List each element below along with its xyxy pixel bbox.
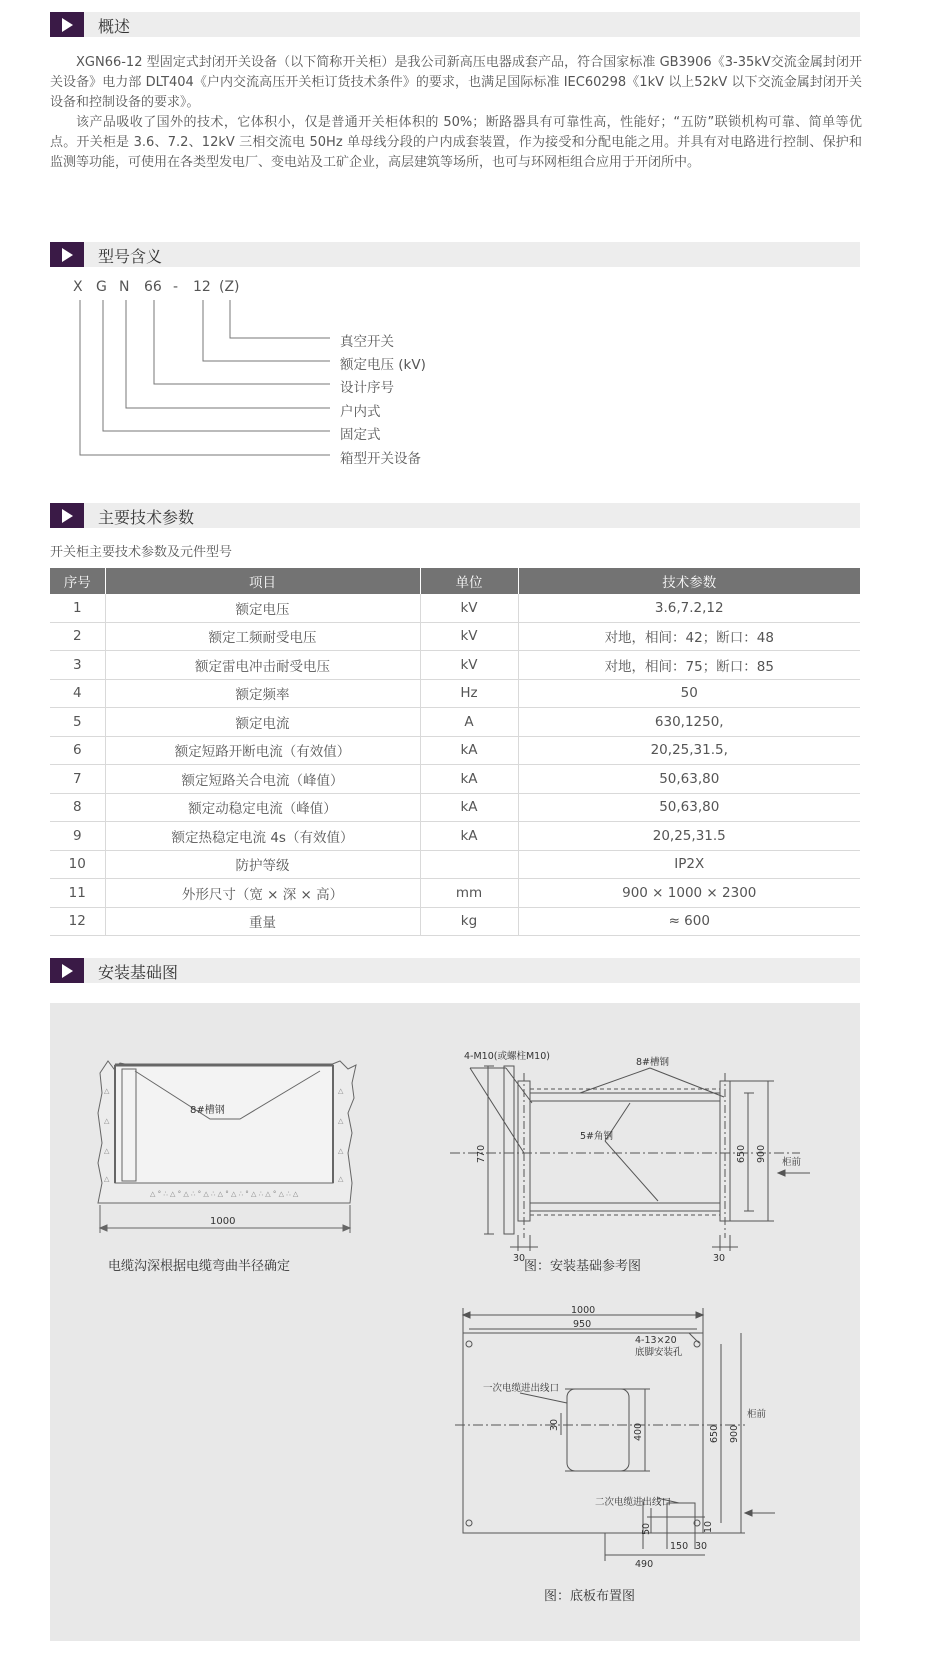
base-plate-drawing [445, 1303, 845, 1568]
overview-paragraph-1: XGN66-12 型固定式封闭开关设备（以下简称开关柜）是我公司新高压电器成套产品，符合国家标准 GB3906《3-35kV交流金属封闭开关设备》电力部 DLT404《户内交流高压开关柜订货技术条件》的要求，也满足国际标准 IEC60298《1kV 以上52kV 以下交流金属封闭开关设备和控制设备的要求》。 [50, 55, 862, 110]
holes-label: 4-13×20 [635, 1335, 677, 1346]
parameters-table [50, 568, 860, 936]
svg-text:△: △ [338, 1175, 344, 1183]
value-cell: 50 [518, 679, 860, 708]
row-number-cell: 12 [50, 907, 105, 936]
item-cell: 额定雷电冲击耐受电压 [105, 651, 420, 680]
row-number-cell: 8 [50, 793, 105, 822]
unit-cell: Hz [420, 679, 518, 708]
model-code-leader-lines [0, 0, 925, 480]
drawing-caption-baseplate: 图：底板布置图 [544, 1589, 636, 1604]
model-letter: 12 [193, 279, 211, 295]
value-cell: 对地，相间：42；断口：48 [518, 622, 860, 651]
svg-text:△: △ [104, 1147, 110, 1155]
unit-cell: A [420, 708, 518, 737]
table-row [50, 708, 860, 737]
column-header: 单位 [420, 568, 518, 594]
item-cell: 额定工频耐受电压 [105, 622, 420, 651]
svg-text:△: △ [338, 1087, 344, 1095]
dim-400: 400 [633, 1422, 644, 1441]
drawings-panel [50, 1003, 860, 1641]
svg-text:△ ° ∴ △ ° △ ∴ ° △ ∴ △ ° △ ∴ °: △ ° ∴ △ ° △ ∴ ° △ ∴ △ ° △ ∴ ° △ ∴ △ ° △ ∴ △ [150, 1190, 299, 1198]
play-arrow-icon [50, 503, 84, 528]
dim-650: 650 [709, 1424, 720, 1443]
unit-cell [420, 850, 518, 879]
section-title: 型号含义 [98, 247, 163, 266]
item-cell: 额定频率 [105, 679, 420, 708]
table-row [50, 736, 860, 765]
table-row [50, 850, 860, 879]
drawing-caption-foundation: 图：安装基础参考图 [524, 1259, 642, 1274]
cabinet-front-label: 柜前 [747, 1409, 767, 1420]
value-cell: 630,1250, [518, 708, 860, 737]
svg-text:△: △ [338, 1117, 344, 1125]
dim-30-right: 30 [713, 1253, 726, 1263]
table-row [50, 793, 860, 822]
column-header: 项目 [105, 568, 420, 594]
value-cell: 50,63,80 [518, 793, 860, 822]
column-header: 序号 [50, 568, 105, 594]
model-label: 箱型开关设备 [340, 451, 421, 467]
dim-900: 900 [729, 1424, 740, 1443]
row-number-cell: 11 [50, 879, 105, 908]
row-number-cell: 10 [50, 850, 105, 879]
svg-text:△: △ [104, 1175, 110, 1183]
row-number-cell: 9 [50, 822, 105, 851]
cable-trench-drawing [90, 1053, 410, 1243]
holes-label-2: 底脚安装孔 [635, 1347, 683, 1358]
table-row [50, 879, 860, 908]
channel-steel-label: 8#槽钢 [190, 1105, 225, 1116]
model-letter: (Z) [219, 279, 240, 295]
channel-steel-label: 8#槽钢 [636, 1057, 670, 1068]
overview-paragraph-2: 该产品吸收了国外的技术，它体积小，仅是普通开关柜体积的 50%；断路器具有可靠性高，性能好；“五防”联锁机构可靠、简单等优点。开关柜是 3.6、7.2、12kV 三相交流电 50Hz 单母线分段的户内成套装置，作为接受和分配电能之用。并具有对电路进行控制、保护和监测等功能，可使用在各类型发电厂、变电站及工矿企业，高层建筑等场所，也可与环网柜组合应用于开闭所中。 [50, 115, 862, 170]
row-number-cell: 2 [50, 622, 105, 651]
row-number-cell: 1 [50, 594, 105, 622]
item-cell: 重量 [105, 907, 420, 936]
value-cell: 900 × 1000 × 2300 [518, 879, 860, 908]
value-cell: 对地，相间：75；断口：85 [518, 651, 860, 680]
row-number-cell: 6 [50, 736, 105, 765]
unit-cell: kV [420, 594, 518, 622]
value-cell: 20,25,31.5 [518, 822, 860, 851]
model-label: 固定式 [340, 427, 381, 443]
dim-490: 490 [635, 1559, 654, 1568]
table-row [50, 622, 860, 651]
dim-50: 50 [641, 1522, 652, 1535]
svg-text:△: △ [104, 1087, 110, 1095]
cabinet-front-label: 柜前 [782, 1157, 802, 1168]
dim-30-bottom: 30 [695, 1541, 708, 1552]
foundation-reference-drawing [430, 1023, 850, 1263]
value-cell: 3.6,7.2,12 [518, 594, 860, 622]
model-label: 户内式 [340, 404, 381, 420]
unit-cell: kA [420, 765, 518, 794]
dim-150: 150 [670, 1541, 689, 1552]
table-row [50, 765, 860, 794]
play-arrow-icon [50, 958, 84, 983]
section-title: 概述 [98, 17, 131, 36]
dim-770: 770 [476, 1144, 487, 1163]
angle-steel-label: 5#角钢 [580, 1131, 614, 1142]
item-cell: 额定电压 [105, 594, 420, 622]
table-row [50, 907, 860, 936]
dim-30: 30 [549, 1418, 560, 1431]
value-cell: ≈ 600 [518, 907, 860, 936]
item-cell: 额定动稳定电流（峰值） [105, 793, 420, 822]
model-letter: G [96, 279, 107, 295]
table-row [50, 651, 860, 680]
value-cell: 20,25,31.5, [518, 736, 860, 765]
row-number-cell: 4 [50, 679, 105, 708]
section-header-foundation [50, 958, 860, 983]
width-dimension: 1000 [210, 1216, 236, 1227]
unit-cell: kg [420, 907, 518, 936]
model-letter: - [173, 279, 179, 295]
section-title: 安装基础图 [98, 963, 179, 982]
model-letter: X [73, 279, 83, 295]
secondary-cable-opening-label: 二次电缆进出线口 [595, 1497, 672, 1508]
model-letter: 66 [144, 279, 162, 295]
table-row [50, 822, 860, 851]
drawing-caption-trench: 电缆沟深根据电缆弯曲半径确定 [108, 1259, 291, 1274]
dim-10: 10 [703, 1520, 714, 1533]
model-label: 真空开关 [340, 334, 394, 350]
column-header: 技术参数 [518, 568, 860, 594]
table-row [50, 594, 860, 622]
item-cell: 额定短路开断电流（有效值） [105, 736, 420, 765]
svg-text:△: △ [338, 1147, 344, 1155]
table-header-row [50, 568, 860, 594]
model-letter: N [119, 279, 130, 295]
unit-cell: kV [420, 651, 518, 680]
table-caption: 开关柜主要技术参数及元件型号 [50, 545, 233, 560]
unit-cell: mm [420, 879, 518, 908]
dim-30-left: 30 [513, 1253, 526, 1263]
item-cell: 额定短路关合电流（峰值） [105, 765, 420, 794]
section-header-params [50, 503, 860, 528]
unit-cell: kA [420, 793, 518, 822]
item-cell: 防护等级 [105, 850, 420, 879]
item-cell: 额定电流 [105, 708, 420, 737]
model-label: 设计序号 [340, 380, 394, 396]
section-title: 主要技术参数 [98, 508, 195, 527]
dim-950: 950 [573, 1319, 592, 1330]
table-row [50, 679, 860, 708]
unit-cell: kA [420, 822, 518, 851]
unit-cell: kV [420, 622, 518, 651]
svg-text:△: △ [104, 1117, 110, 1125]
bolt-label: 4-M10(或螺柱M10) [464, 1051, 550, 1062]
row-number-cell: 7 [50, 765, 105, 794]
primary-cable-opening-label: 一次电缆进出线口 [483, 1383, 560, 1394]
item-cell: 外形尺寸（宽 × 深 × 高） [105, 879, 420, 908]
value-cell: 50,63,80 [518, 765, 860, 794]
unit-cell: kA [420, 736, 518, 765]
item-cell: 额定热稳定电流 4s（有效值） [105, 822, 420, 851]
dim-900: 900 [756, 1144, 767, 1163]
row-number-cell: 3 [50, 651, 105, 680]
dim-1000: 1000 [571, 1305, 596, 1316]
row-number-cell: 5 [50, 708, 105, 737]
dim-650: 650 [736, 1144, 747, 1163]
value-cell: IP2X [518, 850, 860, 879]
model-label: 额定电压 (kV) [340, 357, 426, 373]
